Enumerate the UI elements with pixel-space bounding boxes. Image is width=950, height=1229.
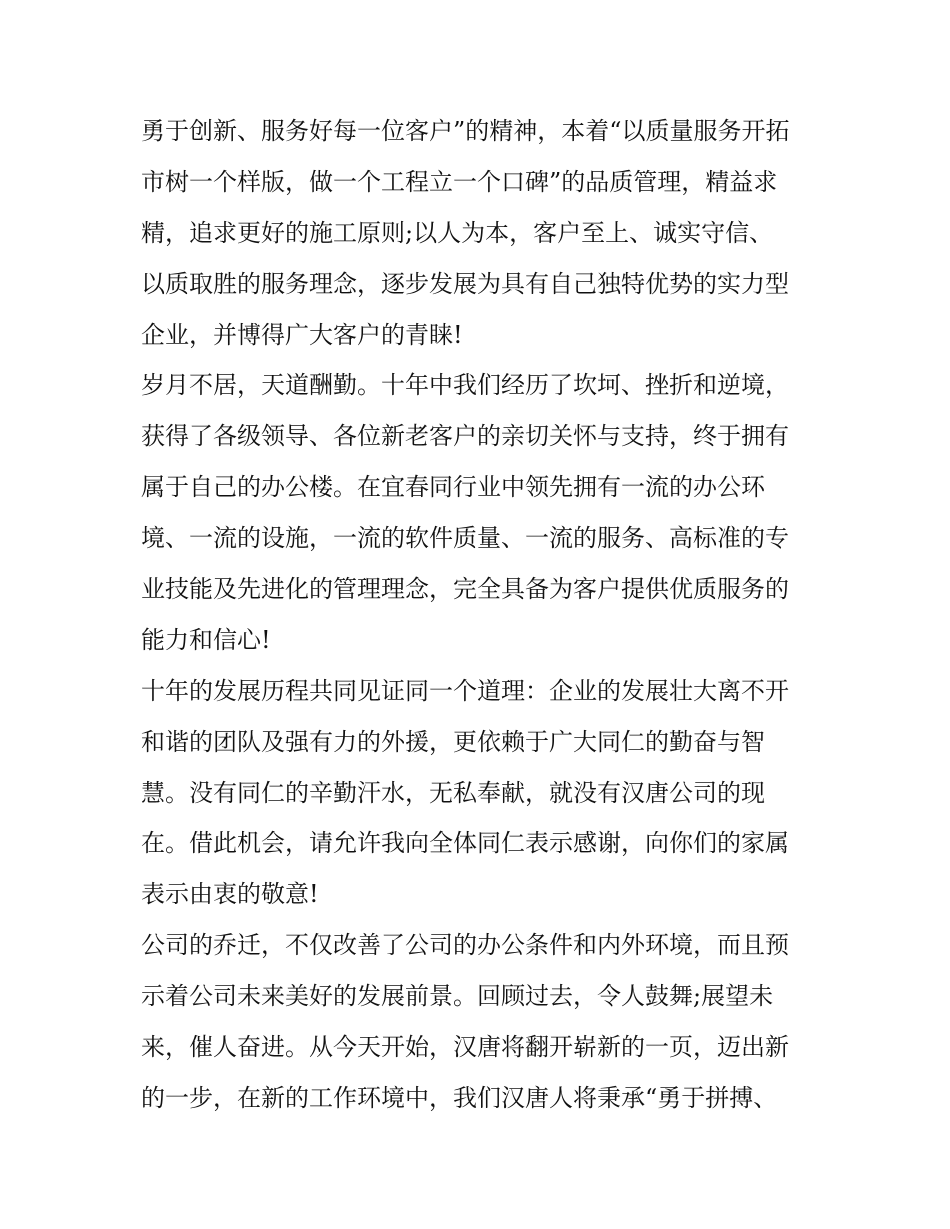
text-line: 的一步，在新的工作环境中，我们汉唐人将秉承“勇于拼搏、 [141, 1083, 778, 1112]
text-line: 岁月不居，天道酬勤。十年中我们经历了坎坷、挫折和逆境， [141, 371, 789, 400]
text-line: 勇于创新、服务好每一位客户”的精神，本着“以质量服务开拓 [141, 117, 790, 145]
text-line: 精，追求更好的施工原则;以人为本，客户至上、诚实守信、 [141, 218, 774, 247]
text-line: 在。借此机会，请允许我向全体同仁表示感谢，向你们的家属 [141, 829, 789, 858]
text-line: 获得了各级领导、各位新老客户的亲切关怀与支持，终于拥有 [141, 422, 789, 451]
text-line: 业技能及先进化的管理理念，完全具备为客户提供优质服务的 [141, 575, 789, 604]
text-line: 以质取胜的服务理念，逐步发展为具有自己独特优势的实力型 [141, 269, 789, 298]
text-line: 企业，并博得广大客户的青睐! [141, 320, 463, 349]
text-line: 示着公司未来美好的发展前景。回顾过去，令人鼓舞;展望未 [141, 982, 774, 1011]
text-line: 境、一流的设施，一流的软件质量、一流的服务、高标准的专 [141, 524, 789, 553]
text-line: 公司的乔迁，不仅改善了公司的办公条件和内外环境，而且预 [141, 931, 789, 960]
text-line: 能力和信心! [141, 625, 271, 654]
text-line: 和谐的团队及强有力的外援，更依赖于广大同仁的勤奋与智 [141, 727, 765, 756]
text-line: 来，催人奋进。从今天开始，汉唐将翻开崭新的一页，迈出新 [141, 1033, 789, 1062]
body-text [141, 106, 821, 1124]
text-line: 慧。没有同仁的辛勤汗水，无私奉献，就没有汉唐公司的现 [141, 778, 765, 807]
text-line: 市树一个样版，做一个工程立一个口碑”的品质管理，精益求 [141, 167, 778, 196]
text-line: 属于自己的办公楼。在宜春同行业中领先拥有一流的办公环 [141, 473, 765, 502]
text-line: 十年的发展历程共同见证同一个道理：企业的发展壮大离不开 [141, 676, 789, 705]
text-line: 表示由衷的敬意! [141, 880, 319, 909]
